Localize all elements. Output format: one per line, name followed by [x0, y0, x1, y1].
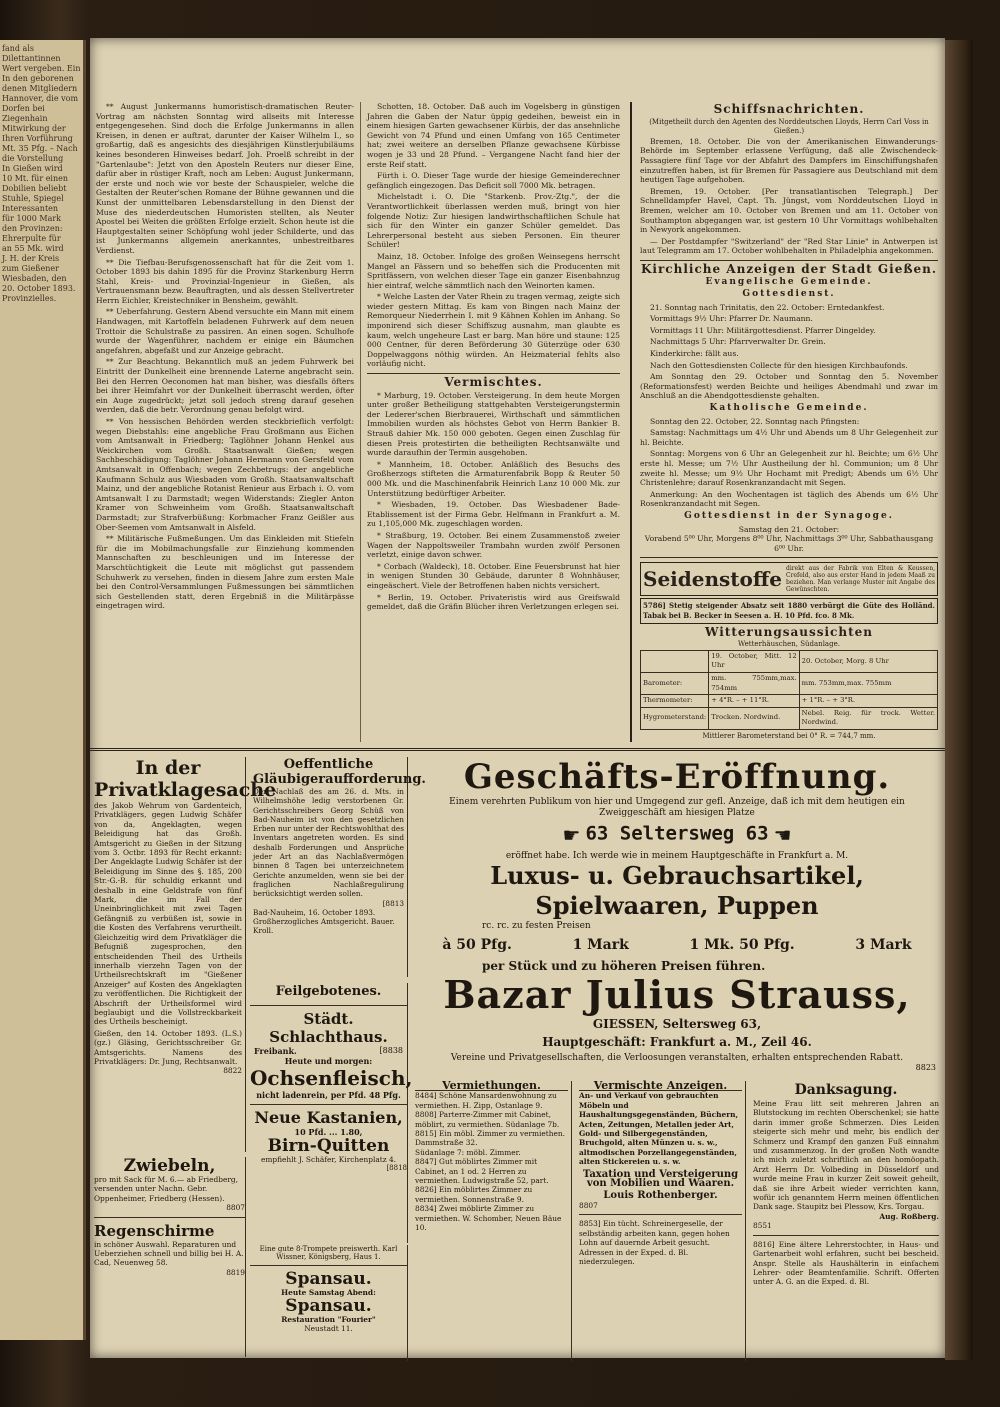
privatklage-title: In der Privatklagesache — [94, 757, 277, 801]
pointing-hand-left-icon: ☚ — [773, 823, 792, 847]
regenschirme-title: Regenschirme — [94, 1221, 215, 1240]
weather-col2: 20. October, Morg. 8 Uhr — [799, 650, 937, 672]
left-page-line: Stuhle, Spiegel — [2, 194, 64, 203]
danksagung-ad — [750, 1081, 942, 1361]
kath-heading: Katholische Gemeinde. — [709, 403, 869, 414]
bazar-title: Bazar Julius Strauss, — [443, 972, 911, 1017]
eroeffnung-per: per Stück und zu höheren Preisen führen. — [482, 959, 766, 973]
left-page-line: Ehrerpulte für — [2, 234, 61, 243]
privatklage-text: des Jakob Wehrum von Gardenteich, Privatklägers, gegen Ludwig Schäfer von da, Angeklagten, wegen Beleidigung hat das Großh. Amtsgericht zu Gießen in der Sitzung vom 3. Octbr. 1893 für Recht erkannt: Der Angeklagte Ludwig Schäfer ist der Beleidigung im Sinne des §. 185, 200 Str.-G.-B. für schuldig erkannt und deshalb in eine Geldstrafe von fünf Mark, die im Fall der Uneinbringlichkeit mit zwei Tagen Gefängniß zu verbüßen ist, sowie in die Kosten des Verfahrens verurtheilt. Gleichzeitig wird dem Privatkläger die Befugniß zugesprochen, den entscheidenden Theil des Urtheils innerhalb vierzehn Tagen von der Urtheilsrechtskraft im "Gießener Anzeiger" auf Kosten des Angeklagten zu veröffentlichen. Die Richtigkeit der Abschrift der Urtheilsformel wird beglaubigt und die Vollstreckbarkeit des Urtheils bescheinigt. — [94, 801, 242, 1027]
small-ads-left — [94, 1157, 246, 1357]
kath-line: Anmerkung: An den Wochentagen ist täglich des Abends um 6½ Uhr Rosenkranzandacht mit Segen. — [640, 489, 938, 509]
bazar-city: GIESSEN, Seltersweg 63, — [592, 1017, 762, 1031]
birn-title: Birn-Quitten — [267, 1136, 390, 1156]
eroeffnung-nr: 8823 — [915, 1063, 936, 1072]
left-page-line: Provinzielles. — [2, 294, 57, 303]
vermischte-text2: 8853] Ein tücht. Schreinergeselle, der selbständig arbeiten kann, gegen hohen Lohn auf dauernde Arbeit gesucht. Adressen in der Exped. d. Bl. niederzulegen. — [579, 1219, 730, 1266]
divider — [367, 373, 620, 374]
evang-line: Nachmittags 5 Uhr: Pfarrverwalter Dr. Grein. — [650, 337, 826, 347]
weather-row — [641, 707, 938, 729]
left-page-line: für 1000 Mark — [2, 214, 62, 223]
news-paragraph: Fürth i. O. Dieser Tage wurde der hiesige Gemeinderechner gefänglich eingezogen. Das Deficit soll 7000 Mk. betragen. — [367, 171, 620, 190]
regenschirme-text: in schöner Auswahl. Reparaturen und Ueberziehen schnell und billig bei H. A. Cad, Neuenweg 58. — [94, 1239, 244, 1268]
silk-ad — [640, 562, 938, 596]
silk-text: direkt aus der Fabrik von Elten & Keussen, Crefeld, also aus erster Hand in jedem Maaß zu beziehen. Man verlange Muster mit Angabe des Gewünschten. — [786, 565, 935, 594]
left-page-line: fand als Dilettantinnen — [2, 44, 61, 63]
left-page-line: Ihren Vorführung — [2, 134, 73, 143]
zwiebeln-nr: 8807 — [226, 1203, 245, 1213]
vermiethungen-ad — [412, 1081, 572, 1361]
regenschirme-nr: 8819 — [226, 1267, 245, 1277]
divider — [94, 1217, 245, 1218]
spansau-title-2: Spansau. — [285, 1296, 372, 1316]
danksagung-text: Meine Frau litt seit mehreren Jahren an Blutstockung im rechten Oberschenkel; sie hatte darin immer große Schmerzen. Dies Leiden steigerte sich mehr und mehr, bis endlich der Schmerz und Krampf den ganzen Fuß einnahm und zusammenzog. In der großen Noth wandte ich mich zuletzt schriftlich an den homöopath. Arzt Herrn Dr. Volbeding in Düsseldorf und wurde meine Frau in kurzer Zeit soweit geheilt, daß sie ihre Arbeit wieder verrichten kann, wofür ich genanntem Herrn meinen öffentlichen Dank sage. Staupitz bei Plessow, Krs. Torgau. — [753, 1099, 939, 1212]
freibank-label: Freibank. — [254, 1046, 297, 1056]
weather-heading: Witterungsaussichten — [705, 624, 873, 639]
ochsenfleisch-title: Ochsenfleisch, — [250, 1066, 413, 1090]
kastanien-nr: [8818 — [386, 1164, 407, 1172]
price-item: à 50 Pfg. — [442, 937, 512, 953]
evang-line: 21. Sonntag nach Trinitatis, den 22. October: Erntedankfest. — [650, 302, 885, 312]
ship-paragraph: Bremen, 19. October. [Per transatlantischen Telegraph.] Der Schnelldampfer Havel, Capt. Th. Jüngst, vom Norddeutschen Lloyd in Bremen, welcher am 10. October von Bremen und am 11. October von Southampton abgegangen war, ist gestern 10 Uhr Vormittags wohlbehalten in Newyork angekommen. — [640, 186, 938, 235]
misc-heading: Vermischtes. — [444, 375, 543, 390]
glaeubiger-footer: Bad-Nauheim, 16. October 1893. Großherzogliches Amtsgericht. Bauer. Kroll. — [253, 907, 395, 936]
news-paragraph: ** Militärische Fußmeßungen. Um das Einkleiden mit Stiefeln für die im Mobilmachungsfalle zur Einziehung kommenden Mannschaften zu beschleunigen und im Interesse der Marschtüchtigkeit die Leute mit möglichst gut passendem Schuhwerk zu versehen, finden in diesem Jahre zum ersten Male bei den Control-Versammlungen Fußmessungen bei sämmtlichen sich Gestellenden statt, deren Ergebniß in die Militärpässe eingetragen wird. — [96, 534, 354, 611]
vermiethungen-title: Vermiethungen. — [415, 1081, 568, 1091]
left-page-fragment — [0, 40, 86, 1340]
evang-line: Kinderkirche: fällt aus. — [650, 349, 739, 359]
spansau-address: Neustadt 11. — [304, 1324, 353, 1333]
left-page-line: Mt. 35 Pfg. – Nach — [2, 144, 78, 153]
ochsenfleisch-price: nicht ladenrein, per Pfd. 48 Pfg. — [256, 1090, 401, 1100]
misc-paragraph: * Marburg, 19. October. Versteigerung. In dem heute Morgen unter großer Betheiligung stattgehabten Versteigerungstermin der Lederer'schen Bierbrauerei, Wirthschaft und sämmtlichen Immobilien wurden als höchstes Gebot von Herrn Bankier B. Strauß dahier Mk. 150 000 geboten. Gegen einen Zuschlag für diesen Preis protestirten die betheiligten Rechtsanwälte und wurde daraufhin der Termin ausgehoben. — [367, 390, 620, 458]
news-paragraph: ** Zur Beachtung. Bekanntlich muß an jedem Fuhrwerk bei Eintritt der Dunkelheit eine brennende Laterne angebracht sein. Bei den Herren Oeconomen hat man bisher, was diesfalls öfters bei ihrer Heimfahrt vor der Dunkelheit überrascht werden, öfter ein Auge zugedrückt; jetzt soll jedoch streng darauf gesehen werden, daß die betr. Verordnung genau befolgt wird. — [96, 357, 354, 415]
left-page-line: denen Mitgliedern — [2, 84, 78, 93]
danksagung-title: Danksagung. — [794, 1082, 898, 1098]
vermischte-title: Vermischte Anzeigen. — [579, 1081, 742, 1091]
vermiethung-item: 8484] Schöne Mansardenwohnung zu vermiethen. H. Zipp, Ostanlage 9. — [415, 1091, 557, 1110]
bazar-haupt: Hauptgeschäft: Frankfurt a. M., Zeil 46. — [542, 1035, 812, 1049]
kastanien-title: Neue Kastanien, — [254, 1108, 403, 1127]
news-paragraph: Mainz, 18. October. Infolge des großen Weinsegens herrscht Mangel an Fässern und so beheffen sich die Producenten mit Spritfässern, von welchen dieser Tage ein ganzer Eisenbahnzug hier eintraf, welche sämmtlich nach den Weinorten kamen. — [367, 251, 620, 290]
left-page-line: den Provinzen: — [2, 224, 63, 233]
divider — [640, 557, 938, 558]
glaeubiger-ad — [250, 757, 426, 977]
evang-heading: Evangelische Gemeinde. — [705, 276, 873, 287]
weather-cell: + 4°R. – + 11°R. — [709, 695, 799, 708]
left-page-line: Hannover, die vom — [2, 94, 79, 103]
kastanien-text: empfiehlt J. Schäfer, Kirchenplatz 4. — [260, 1155, 397, 1164]
divider — [579, 1214, 742, 1215]
eroeffnung-fixed: rc. rc. zu festen Preisen — [482, 921, 591, 931]
news-paragraph: ** Ueberfahrung. Gestern Abend versuchte ein Mann mit einem Handwagen, mit Kartoffeln beladenen Fuhrwerk auf dem neuen Trottoir die Schulstraße zu passiren. An einen sogen. Schulhofe wurde der Wagenführer, nachdem er einige ein Bäumchen angefahren, abgefaßt und zur Anzeige gebracht. — [96, 307, 354, 355]
glaeubiger-number: [8813 — [382, 898, 404, 908]
synagogue-line: Vorabend 5⁰⁰ Uhr, Morgens 8⁰⁰ Uhr, Nachmittags 3⁰⁰ Uhr, Sabbathausgang 6⁰⁰ Uhr. — [644, 534, 934, 553]
weather-col1: 19. October, Mitt. 12 Uhr — [709, 650, 799, 672]
vermiethung-item: Südanlage 7: möbl. Zimmer. — [415, 1147, 521, 1157]
newspaper-page — [90, 38, 945, 1358]
news-paragraph: Schotten, 18. October. Daß auch im Vogelsberg in günstigen Jahren die Gaben der Natur üppig gedeihen, beweist ein in einem hiesigen Garten gewachsener Kürbis, der das ansehnliche Gewicht von 74 Pfund und einen Umfang von 165 Centimeter hat; zwei weitere an derselben Pflanze gewachsene Kürbisse wogen je 33 und 28 Pfund. – Vergangene Nacht fand hier der erste Reif statt. — [367, 102, 620, 169]
weather-cell: mm. 753mm,max. 755mm — [799, 672, 937, 694]
price-item: 1 Mk. 50 Pfg. — [689, 937, 795, 953]
weather-row — [641, 672, 938, 694]
kath-line: Sonntag: Morgens von 6 Uhr an Gelegenheit zur hl. Beichte; um 6½ Uhr erste hl. Messe; um 7½ Uhr Austheilung der hl. Communion; um 8 Uhr zweite hl. Messe; um 9½ Uhr Hochamt mit Predigt; Abends um 6½ Uhr Christenlehre; darauf Rosenkranzandacht mit Segen. — [640, 449, 938, 488]
vermiethung-item: 8826] Ein möblirtes Zimmer zu vermiethen. Sonnenstraße 9. — [415, 1185, 533, 1204]
left-page-line: Dorfen bei Ziegenhain — [2, 104, 48, 123]
glaeubiger-text: Der Nachlaß des am 26. d. Mts. in Wilhelmshöhe ledig verstorbenen Gr. Gerichtsschreibers Georg Schüß von Bad-Nauheim ist von den gesetzlichen Erben nur unter der Rechtswohlthat des Inventars angetreten worden. Es sind deshalb Forderungen und Ansprüche jeder Art an das Nachlaßvermögen binnen 8 Tagen bei unterzeichnetem Gerichte anzumelden, wenn sie bei der fraglichen Nachlaßregulirung berücksichtigt werden sollen. — [253, 787, 404, 899]
divider — [250, 1265, 407, 1266]
weather-table — [640, 650, 938, 730]
weather-sub: Wetterhäuschen, Südanlage. — [738, 640, 840, 649]
divider — [640, 260, 938, 261]
taxation-title: Taxation und Versteigerung von Mobilien und Waaren. — [582, 1168, 739, 1190]
heute-label: Heute und morgen: — [284, 1056, 373, 1066]
news-paragraph: ** Die Tiefbau-Berufsgenossenschaft hat für die Zeit vom 1. October 1893 bis dahin 1895 für die Provinz Starkenburg Herrn Stahl, Kreis- und Provinzial-Ingenieur in Gießen, als Vertrauensmann bezw. Beauftragten, und als dessen Stellvertreter Herrn Eichler, Kreistechniker in Bensheim, gewählt. — [96, 257, 354, 305]
left-page-line: zum Gießener — [2, 264, 59, 273]
divider — [753, 1235, 939, 1236]
eroeffnung-cont: eröffnet habe. Ich werde wie in meinem Hauptgeschäfte in Frankfurt a. M. — [505, 851, 849, 861]
rothenberger-name: Louis Rothenberger. — [603, 1190, 718, 1202]
gottesdienst-label: Gottesdienst. — [742, 289, 836, 300]
spansau-ad — [250, 1245, 408, 1361]
privatklage-number: 8822 — [223, 1066, 242, 1076]
misc-paragraph: * Mannheim, 18. October. Anläßlich des Besuchs des Großherzogs stifteten die Armaturenfabrik Bopp & Reuter 50 000 Mk. und die Maschinenfabrik Heinrich Lanz 10 000 Mk. zur Unterstützung bedürftiger Arbeiter. — [367, 459, 620, 498]
zwiebeln-title: Zwiebeln, — [123, 1156, 216, 1176]
evang-line: Vormittags 11 Uhr: Militärgottesdienst. Pfarrer Dingeldey. — [650, 325, 876, 335]
column-regional-news — [360, 102, 620, 742]
silk-title: Seidenstoffe — [643, 566, 782, 591]
weather-footer: Mittlerer Barometerstand bei 0° R. = 744,7 mm. — [702, 731, 876, 740]
left-page-line: Interessanten — [2, 204, 59, 213]
tabak-ad: 5786] Stetig steigender Absatz seit 1880 verbürgt die Güte des Holländ. Tabak bei B. Becker in Seesen a. H. 10 Pfd. fco. 8 Mk. — [640, 598, 938, 623]
pointing-hand-icon: ☛ — [562, 823, 581, 847]
vermiethung-item: 8808] Parterre-Zimmer mit Cabinet, möblirt, zu vermiethen. Südanlage 7b. — [415, 1110, 560, 1129]
zwiebeln-text: pro mit Sack für M. 6.— ab Friedberg, versenden unter Nachn. Gebr. Oppenheimer, Friedberg (Hessen). — [94, 1175, 238, 1203]
news-paragraph: * Welche Lasten der Vater Rhein zu tragen vermag, zeigte sich wieder gestern Mittag. Es kam von Bingen nach Mainz der Remorqueur Niederrhein I. mit 9 Kähnen Kohlen im Anhang. So imponirend sich dieser Schiffszug ausnahm, man glaubte es kaum, welch ungeheure Last er barg. Man höre und staune: 125 000 Centner, für deren Beförderung 30 Güterzüge oder 630 Doppelwaggons nöthig würden. An Heizmaterial fehlts also vorläufig nicht. — [367, 292, 620, 369]
synagogue-heading: Gottesdienst in der Synagoge. — [684, 510, 894, 521]
vermiethung-item: 8834] Zwei möblirte Zimmer zu vermiethen. W. Schomber, Neuen Bäue 10. — [415, 1204, 562, 1233]
kath-line: Samstag: Nachmittags um 4½ Uhr und Abends um 8 Uhr Gelegenheit zur hl. Beichte. — [640, 428, 938, 447]
evang-line: Nach den Gottesdiensten Collecte für den hiesigen Kirchbaufonds. — [650, 360, 908, 370]
misc-paragraph: * Straßburg, 19. October. Bei einem Zusammenstoß zweier Wagen der Nappoltsweiler Trambahn wurden zwölf Personen verletzt, einige davon schwer. — [367, 530, 620, 560]
danksagung-text2: 8816] Eine ältere Lehrerstochter, in Haus- und Gartenarbeit wohl erfahren, sucht bei bescheid. Anspr. Stelle als Haushälterin in einfachem Lehrer- oder Beamtenfamilie. Schrift. Offerten unter A. G. an die Exped. d. Bl. — [753, 1239, 939, 1287]
price-item: 1 Mark — [572, 937, 629, 953]
ship-heading: Schiffsnachrichten. — [713, 102, 865, 116]
weather-cell: Nebel. Reig. für trock. Wetter. Nordwind. — [799, 707, 937, 729]
divider — [250, 1104, 407, 1105]
feilgebotenes-ads — [250, 983, 413, 1243]
privatklage-footer: Gießen, den 14. October 1893. (L.S.) (gz.) Gläsing, Gerichtsschreiber Gr. Amtsgerichts. Namens des Privatklägers: Dr. Jung, Rechtsanwalt. — [94, 1028, 242, 1066]
vermischte-text: An- und Verkauf von gebrauchten Möbeln und Haushaltungsgegenständen, Büchern, Acten, Zeitungen, Metallen jeder Art, Gold- und Silbergegenständen, Bruchgold, alten Münzen u. s. w., altmodischen Porzellangegenständen, alten Stickereien u. s. w. — [579, 1091, 739, 1167]
evang-line: Vormittags 9½ Uhr: Pfarrer Dr. Naumann. — [650, 314, 813, 324]
left-page-line: Wert vergeben. Ein — [2, 64, 81, 73]
weather-cell: mm. 755mm,max. 754mm — [709, 672, 799, 694]
left-page-line: Mitwirkung der — [2, 124, 66, 133]
news-paragraph: ** August Junkermanns humoristisch-dramatischen Reuter-Vortrag am nächsten Sonntag wird allseits mit Interesse entgegengesehen. Sind doch die Erfolge Junkermanns in allen Kreisen, in denen er auftrat, darunter der Kaiser Wilhelm I., so großartig, daß es angesichts des diesjährigen Künstlerjubiläums keines besonderen Hinweises bedarf. Joh. Proelß schreibt in der "Gartenlaube": Jetzt von den Aposteln Reuters nur dieser Eine, dafür aber in rüstiger Kraft, noch am Leben: August Junkermann, der erste und noch wie vor beste der Schauspieler, welche die Gestalten der Reuter'schen Romane der Bühne gewannen und die Kunst der unmittelbaren Lebensdarstellung in den Dienst der Muse des niederdeutschen Humoristen stellten, als Neuter Apostel bei Weiten die größten Erfolge erzielt. Schon heute ist die Hauptgestalten seiner Schöpfung wohl jeder Schilderte, und das ist Junkermanns allgemein anerkanntes, unbestreitbares Verdienst. — [96, 102, 354, 255]
eroeffnung-ad — [412, 757, 942, 1077]
price-list — [412, 937, 942, 953]
eroeffnung-title: Geschäfts-Eröffnung. — [463, 757, 891, 797]
divider — [250, 1005, 407, 1006]
misc-paragraph: * Wiesbaden, 19. October. Das Wiesbadener Bade-Etablissement ist der Firma Gebr. Helfmann in Frankfurt a. M. zu 1,105,000 Mk. zugeschlagen worden. — [367, 500, 620, 529]
left-page-line: In Gießen wird — [2, 164, 63, 173]
feilgebotenes-heading: Feilgebotenes. — [275, 984, 382, 999]
left-page-line: Dobilien beliebt — [2, 184, 67, 193]
weather-cell: + 1°R. – + 3°R. — [799, 695, 937, 708]
spansau-sub: Heute Samstag Abend: — [281, 1288, 376, 1297]
weather-cell: Barometer: — [641, 672, 709, 694]
left-page-line: J. H. der Kreis — [2, 254, 60, 263]
church-heading: Kirchliche Anzeigen der Stadt Gießen. — [641, 261, 937, 276]
vermischte-ad — [576, 1081, 746, 1361]
ads-section — [90, 748, 945, 1361]
column-notices — [630, 102, 938, 742]
synagogue-line: Samstag den 21. October: — [738, 524, 840, 534]
misc-paragraph: * Corbach (Waldeck), 18. October. Eine Feuersbrunst hat hier in wenigen Stunden 30 Gebäude, darunter 8 Wohnhäuser, eingeäschert. Viele der Betroffenen haben nichts versichert. — [367, 561, 620, 590]
left-page-line: In den geborenen — [2, 74, 74, 83]
schlachthaus-title: Städt. Schlachthaus. — [269, 1010, 388, 1046]
left-page-line: Wiesbaden, den 20. October 1893. — [2, 274, 76, 293]
ship-subheading: (Mitgetheilt durch den Agenten des Norddeutschen Lloyds, Herrn Carl Voss in Gießen.) — [649, 117, 929, 136]
evang-line: Am Sonntag den 29. October und Sonntag den 5. November (Reformationsfest) werden Beichte und heiliges Abendmahl und zwar im Anschluß an die Abendgottesdienste gehalten. — [640, 372, 938, 401]
bazar-vereine: Vereine und Privatgesellschaften, die Verloosungen veranstalten, erhalten entsprechenden Rabatt. — [450, 1053, 904, 1063]
left-page-line: die Vorstellung — [2, 154, 64, 163]
left-page-line: an 55 Mk. wird — [2, 244, 64, 253]
vermischte-nr: 8807 — [579, 1200, 598, 1210]
eroeffnung-goods: Luxus- u. Gebrauchsartikel, Spielwaaren, Puppen — [490, 861, 864, 920]
weather-row — [641, 695, 938, 708]
spansau-title: Spansau. — [285, 1269, 372, 1289]
spansau-restaurant: Restauration "Fourier" — [281, 1315, 376, 1324]
left-page-line: 10 Mt. für einen — [2, 174, 69, 183]
news-paragraph: ** Von hessischen Behörden werden steckbrieflich verfolgt: wegen Diebstahls: eine angebliche Frau Großmann aus Eichen vom Amtsanwalt in Friedberg; Taglöhner Johann Henkel aus Weickirchen vom Großh. Staatsanwalt Gießen; wegen Sachbeschädigung: Taglöhner Johann Hermann von Gersfeld vom Amtsanwalt in Offenbach; wegen Zechbetrugs: der angebliche Kaufmann Schulz aus Wiesbaden vom Großh. Staatsanwaltschaft Mainz, und der angebliche Rotanist Renieur aus Erbach i. O. vom Amtsanwalt I zu Darmstadt; wegen Widerstands: Ziegler Anton Kramer von Schweinheim vom Großh. Staatsanwaltschaft Darmstadt; zur Strafverbüßung: Korbmacher Franz Geißler aus Ober-Seemen vom Amtsanwalt in Alsfeld. — [96, 417, 354, 532]
vermiethung-item: 8815] Ein möbl. Zimmer zu vermiethen. Dammstraße 32. — [415, 1129, 565, 1148]
column-local-news — [96, 102, 354, 742]
page-edge — [945, 40, 973, 1360]
vermiethung-item: 8847] Gut möblirtes Zimmer mit Cabinet, an 1 od. 2 Herren zu vermiethen. Ludwigstraße 52, part. — [415, 1157, 549, 1186]
danksagung-nr: 8551 — [753, 1221, 772, 1231]
price-item: 3 Mark — [855, 937, 912, 953]
misc-paragraph: * Berlin, 19. October. Privateristis wird aus Greifswald gemeldet, daß die Gräfin Blücher ihren Verletzungen erlegen sei. — [367, 592, 620, 612]
kath-line: Sonntag den 22. October, 22. Sonntag nach Pfingsten: — [650, 416, 860, 426]
eroeffnung-address: 63 Seltersweg 63 — [585, 822, 769, 845]
schlachthaus-nr: [8838 — [379, 1046, 403, 1055]
danksagung-name: Aug. Roßberg. — [879, 1211, 939, 1221]
news-paragraph: Michelstadt i. O. Die "Starkenb. Prov.-Ztg.", der die Verantwortlichkeit überlassen werden muß, bringt von hier folgende Notiz: Zur hiesigen landwirthschaftlichen Schule hat sich für den Winter ein ganzer Schüler gemeldet. Das Lehrerpersonal besteht aus sieben Personen. Ein theurer Schüler! — [367, 192, 620, 250]
weather-cell: Hygrometerstand: — [641, 707, 709, 729]
weather-cell: Thermometer: — [641, 695, 709, 708]
weather-cell: Trocken. Nordwind. — [709, 707, 799, 729]
ship-paragraph: Bremen, 18. October. Die von der Amerikanischen Einwanderungs-Behörde im September erlassene Verfügung, daß alle Zwischendeck-Passagiere fünf Tage vor der Abfahrt des Dampfers im Einschiffungshafen einzutreffen haben, ist für Bremen für Passagiere aus Deutschland mit dem heutigen Tage aufgehoben. — [640, 136, 938, 185]
glaeubiger-title: Oeffentliche Gläubigeraufforderung. — [253, 757, 426, 787]
eroeffnung-intro: Einem verehrten Publikum von hier und Umgegend zur gefl. Anzeige, daß ich mit dem heutigen ein Zweiggeschäft am hiesigen Platze — [449, 797, 905, 818]
cigarre-text: Eine gute 8-Trompete preiswerth. Karl Wissner, Königsberg, Haus 1. — [259, 1245, 398, 1261]
kastanien-sub: 10 Pfd. ... 1.80, — [294, 1127, 363, 1137]
ship-paragraph: — Der Postdampfer "Switzerland" der "Red Star Linie" in Antwerpen ist laut Telegramm am 17. October wohlbehalten in Philadelphia angekommen. — [640, 236, 938, 256]
